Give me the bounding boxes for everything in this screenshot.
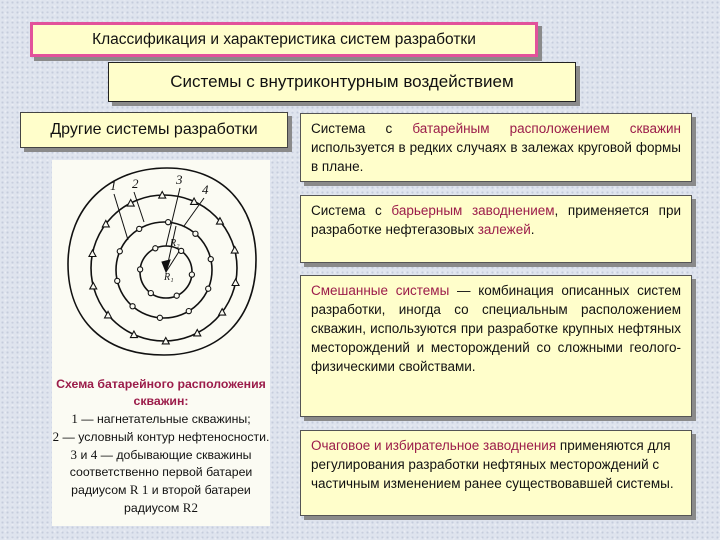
figure-label-1: 1 (110, 178, 117, 193)
figure-label-2: 2 (132, 176, 139, 191)
caption-num-3: 3 (70, 447, 78, 462)
figure-label-3: 3 (176, 172, 183, 187)
caption-num-1: 1 (71, 411, 78, 426)
battery-system-description (300, 113, 692, 182)
focal-highlight: Очаговое и избирательное заводнения (311, 438, 557, 453)
production-well-icon (189, 272, 194, 277)
focal-text-rest: применяются для регулирования разработки нефтяных месторождений с частичным изменением ранее существовавшей системы. (311, 438, 674, 491)
mixed-highlight: Смешанные системы (311, 283, 450, 298)
injection-well-icon (90, 282, 97, 289)
production-well-icon (115, 278, 120, 283)
battery-scheme-figure (52, 160, 270, 526)
center-well-icon (162, 260, 170, 272)
production-well-icon (137, 226, 142, 231)
injection-well-icon (194, 329, 201, 336)
production-well-icon (174, 293, 179, 298)
caption-num-2: 2 (52, 429, 60, 444)
production-well-icon (206, 286, 211, 291)
battery-text-rest: используется в редких случаях в залежах круговой формы в плане. (311, 140, 681, 174)
caption-num-r1: R 1 (129, 482, 149, 497)
caption-text-3: и (77, 448, 91, 462)
caption-title: Схема батарейного расположения скважин: (56, 377, 266, 408)
figure-caption (52, 376, 270, 517)
mixed-system-description (300, 275, 692, 417)
production-well-icon (117, 249, 122, 254)
section-heading: Системы с внутриконтурным воздействием (108, 62, 576, 102)
production-well-icon (193, 231, 198, 236)
focal-flooding-description (300, 430, 692, 516)
well-pattern-diagram (52, 160, 270, 376)
barrier-text-start: Система с (311, 203, 392, 218)
barrier-highlight-2: залежей (477, 222, 531, 237)
battery-highlight: батарейным расположением скважин (412, 121, 681, 136)
production-well-icon (179, 248, 184, 253)
production-well-icon (157, 315, 162, 320)
mixed-text-rest: — комбинация описанных систем разработки, иногда со специальным расположением скважин, используются при разработке крупных нефтяных месторождений и месторождений со сложными геолого-физическими свойствами. (311, 283, 681, 374)
caption-num-r2: R2 (182, 500, 198, 515)
other-systems-label: Другие системы разработки (20, 112, 288, 148)
production-well-icon (208, 257, 213, 262)
figure-label-r1: R₁ (164, 272, 174, 283)
barrier-text-end: . (530, 222, 535, 237)
injection-well-icon (232, 279, 239, 286)
barrier-system-description (300, 195, 692, 263)
production-well-icon (153, 246, 158, 251)
production-well-icon (166, 220, 171, 225)
slide-title: Классификация и характеристика систем разработки (30, 22, 538, 57)
injection-well-icon (89, 250, 96, 257)
production-well-icon (138, 267, 143, 272)
barrier-text-rest: , применяется при разработке нефтегазовых (311, 203, 681, 237)
injection-well-icon (231, 247, 238, 254)
barrier-highlight: барьерным заводнением (391, 203, 555, 218)
caption-text-2: — условный контур нефтеносности. (59, 430, 270, 444)
battery-ring-2 (116, 222, 212, 318)
caption-text-1: — нагнетательные скважины; (77, 412, 251, 426)
production-well-icon (130, 304, 135, 309)
production-well-icon (148, 291, 153, 296)
figure-label-4: 4 (202, 182, 209, 197)
caption-num-4: 4 (90, 447, 98, 462)
battery-text-start: Система с (311, 121, 413, 136)
injection-well-icon (127, 200, 134, 207)
caption-text-5: и второй батареи радиусом (124, 483, 251, 515)
caption-text-4: — добывающие скважины соответственно первой батареи радиусом (69, 448, 253, 497)
figure-label-r2: R₂ (170, 238, 180, 249)
production-well-icon (186, 309, 191, 314)
injection-well-icon (130, 331, 137, 338)
